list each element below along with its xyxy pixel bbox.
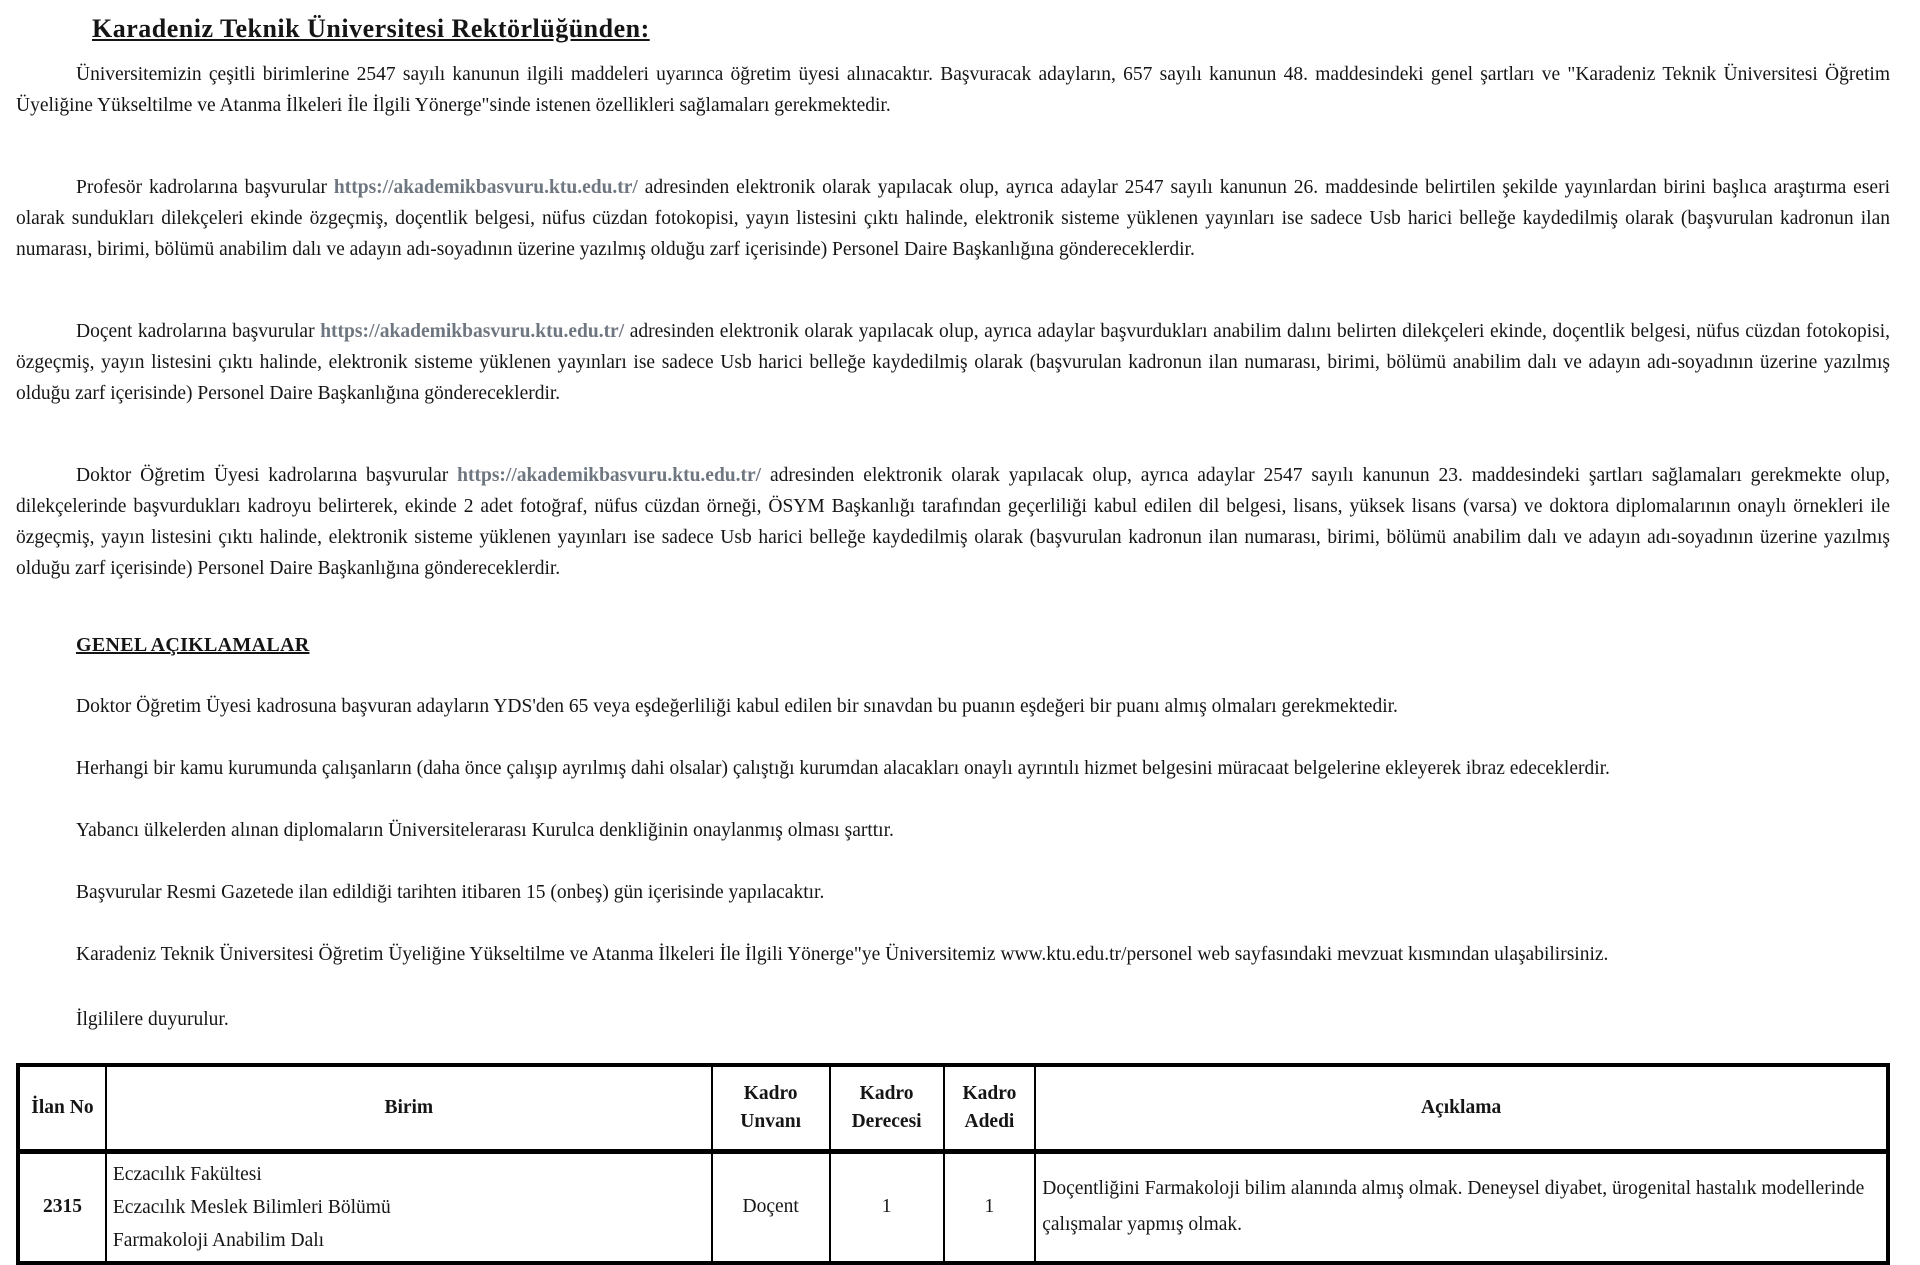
note-public-institution: Herhangi bir kamu kurumunda çalışanların (daha önce çalışıp ayrılmış dahi olsalar) çalıştığı kurumdan alacakları onaylı ayrıntılı hizmet belgesini müracaat belgelerine ekleyerek ibraz edeceklerdir. [76,758,1610,779]
header-birim: Birim [106,1065,712,1151]
paragraph-text: adresinden elektronik olarak yapılacak olup, ayrıca adaylar 2547 sayılı kanunun 23. maddesindeki şartları sağlamaları gerekmekte olup, dilekçelerinde başvurdukları kadroyu belirterek, ekinde 2 adet fotoğraf, nüfus cüzdan örneği, ÖSYM Başkanlığı tarafından geçerliliği kabul edilen dil belgesi, lisans, yüksek lisans (varsa) ve doktora diplomalarının onaylı örnekleri ile özgeçmiş, yayın listesini çıktı halinde, elektronik sisteme yüklenen yayınları ise sadece Usb harici belleğe kaydedilmiş olarak (başvurulan kadronun ilan numarası, birimi, bölümü anabilim dalı ve adayın adı-soyadının üzerine yazılmış olduğu zarf içerisinde) Personel Daire Başkanlığına göndereceklerdir. [16,465,1890,579]
general-explanations-heading: GENEL AÇIKLAMALAR [76,634,310,656]
cell-kadro-adedi: 1 [944,1151,1036,1263]
birim-line-department: Eczacılık Meslek Bilimleri Bölümü [112,1196,391,1218]
header-kadro-unvani: Kadro Unvanı [712,1065,830,1151]
note-foreign-diploma: Yabancı ülkelerden alınan diplomaların Üniversitelerarası Kurulca denkliğinin onaylanmış olması şarttır. [76,820,894,841]
closing-statement: İlgililere duyurulur. [76,1009,229,1030]
paragraph-text: Profesör kadrolarına başvurular [76,177,334,198]
note-regulation-website: Karadeniz Teknik Üniversitesi Öğretim Üyeliğine Yükseltilme ve Atanma İlkeleri İle İlgili Yönerge"ye Üniversitemiz www.ktu.edu.tr/personel web sayfasındaki mevzuat kısmından ulaşabilirsiniz. [76,944,1609,965]
cell-aciklama: Doçentliğini Farmakoloji bilim alanında almış olmak. Deneysel diyabet, ürogenital hastalık modellerinde çalışmalar yapmış olmak. [1035,1151,1888,1263]
paragraph-text: adresinden elektronik olarak yapılacak olup, ayrıca adaylar 2547 sayılı kanunun 26. maddesinde belirtilen şekilde yayınlardan birini başlıca araştırma eseri olarak sundukları dilekçeleri ekinde özgeçmiş, doçentlik belgesi, nüfus cüzdan fotokopisi, yayın listesini çıktı halinde, elektronik sisteme yüklenen yayınları ise sadece Usb harici belleğe kaydedilmiş olarak (başvurulan kadronun ilan numarası, birimi, bölümü anabilim dalı ve adayın adı-soyadının üzerine yazılmış olduğu zarf içerisinde) Personel Daire Başkanlığına göndereceklerdir. [16,177,1890,260]
table-row [18,1151,1888,1263]
header-kadro-adedi: Kadro Adedi [944,1065,1036,1151]
note-yds-requirement: Doktor Öğretim Üyesi kadrosuna başvuran adayların YDS'den 65 veya eşdeğerliliği kabul edilen bir sınavdan bu puanın eşdeğeri bir puanı almış olmaları gerekmektedir. [76,696,1398,717]
positions-table [16,1063,1890,1265]
paragraph-text: adresinden elektronik olarak yapılacak olup, ayrıca adaylar başvurdukları anabilim dalını belirten dilekçeleri ekinde, doçentlik belgesi, nüfus cüzdan fotokopisi, özgeçmiş, yayın listesini çıktı halinde, elektronik sisteme yüklenen yayınları ise sadece Usb harici belleğe kaydedilmiş olarak (başvurulan kadronun ilan numarası, birimi, bölümü anabilim dalı ve adayın adı-soyadının üzerine yazılmış olduğu zarf içerisinde) Personel Daire Başkanlığına göndereceklerdir. [16,321,1891,404]
birim-line-faculty: Eczacılık Fakültesi [112,1163,262,1185]
header-aciklama: Açıklama [1035,1065,1888,1151]
header-ilan-no: İlan No [18,1065,106,1151]
intro-paragraph [16,59,1890,121]
cell-birim [106,1151,712,1263]
akademikbasvuru-url-link[interactable]: https://akademikbasvuru.ktu.edu.tr/ [320,321,625,342]
paragraph-text: Üniversitemizin çeşitli birimlerine 2547 sayılı kanunun ilgili maddeleri uyarınca öğretim üyesi alınacaktır. Başvuracak adayların, 657 sayılı kanunun 48. maddesindeki genel şartları ve "Karadeniz Teknik Üniversitesi Öğretim Üyeliğine Yükseltilme ve Atanma İlkeleri İle İlgili Yönerge"sinde istenen özellikleri sağlamaları gerekmektedir. [16,64,1890,116]
akademikbasvuru-url-link[interactable]: https://akademikbasvuru.ktu.edu.tr/ [457,465,762,486]
cell-kadro-derecesi: 1 [830,1151,944,1263]
page-title: Karadeniz Teknik Üniversitesi Rektörlüğünden: [92,14,650,43]
akademikbasvuru-url-link[interactable]: https://akademikbasvuru.ktu.edu.tr/ [333,177,638,198]
paragraph-text: Doktor Öğretim Üyesi kadrolarına başvurular [76,465,458,486]
header-kadro-derecesi: Kadro Derecesi [830,1065,944,1151]
cell-ilan-no: 2315 [18,1151,106,1263]
profesor-paragraph [16,172,1890,265]
note-application-deadline: Başvurular Resmi Gazetede ilan edildiği tarihten itibaren 15 (onbeş) gün içerisinde yapılacaktır. [76,882,825,903]
birim-line-discipline: Farmakoloji Anabilim Dalı [112,1229,325,1251]
docent-paragraph [16,316,1890,409]
table-header-row [18,1065,1888,1151]
cell-kadro-unvani: Doçent [712,1151,830,1263]
paragraph-text: Doçent kadrolarına başvurular [76,321,321,342]
doktor-ogretim-uyesi-paragraph [16,460,1890,584]
